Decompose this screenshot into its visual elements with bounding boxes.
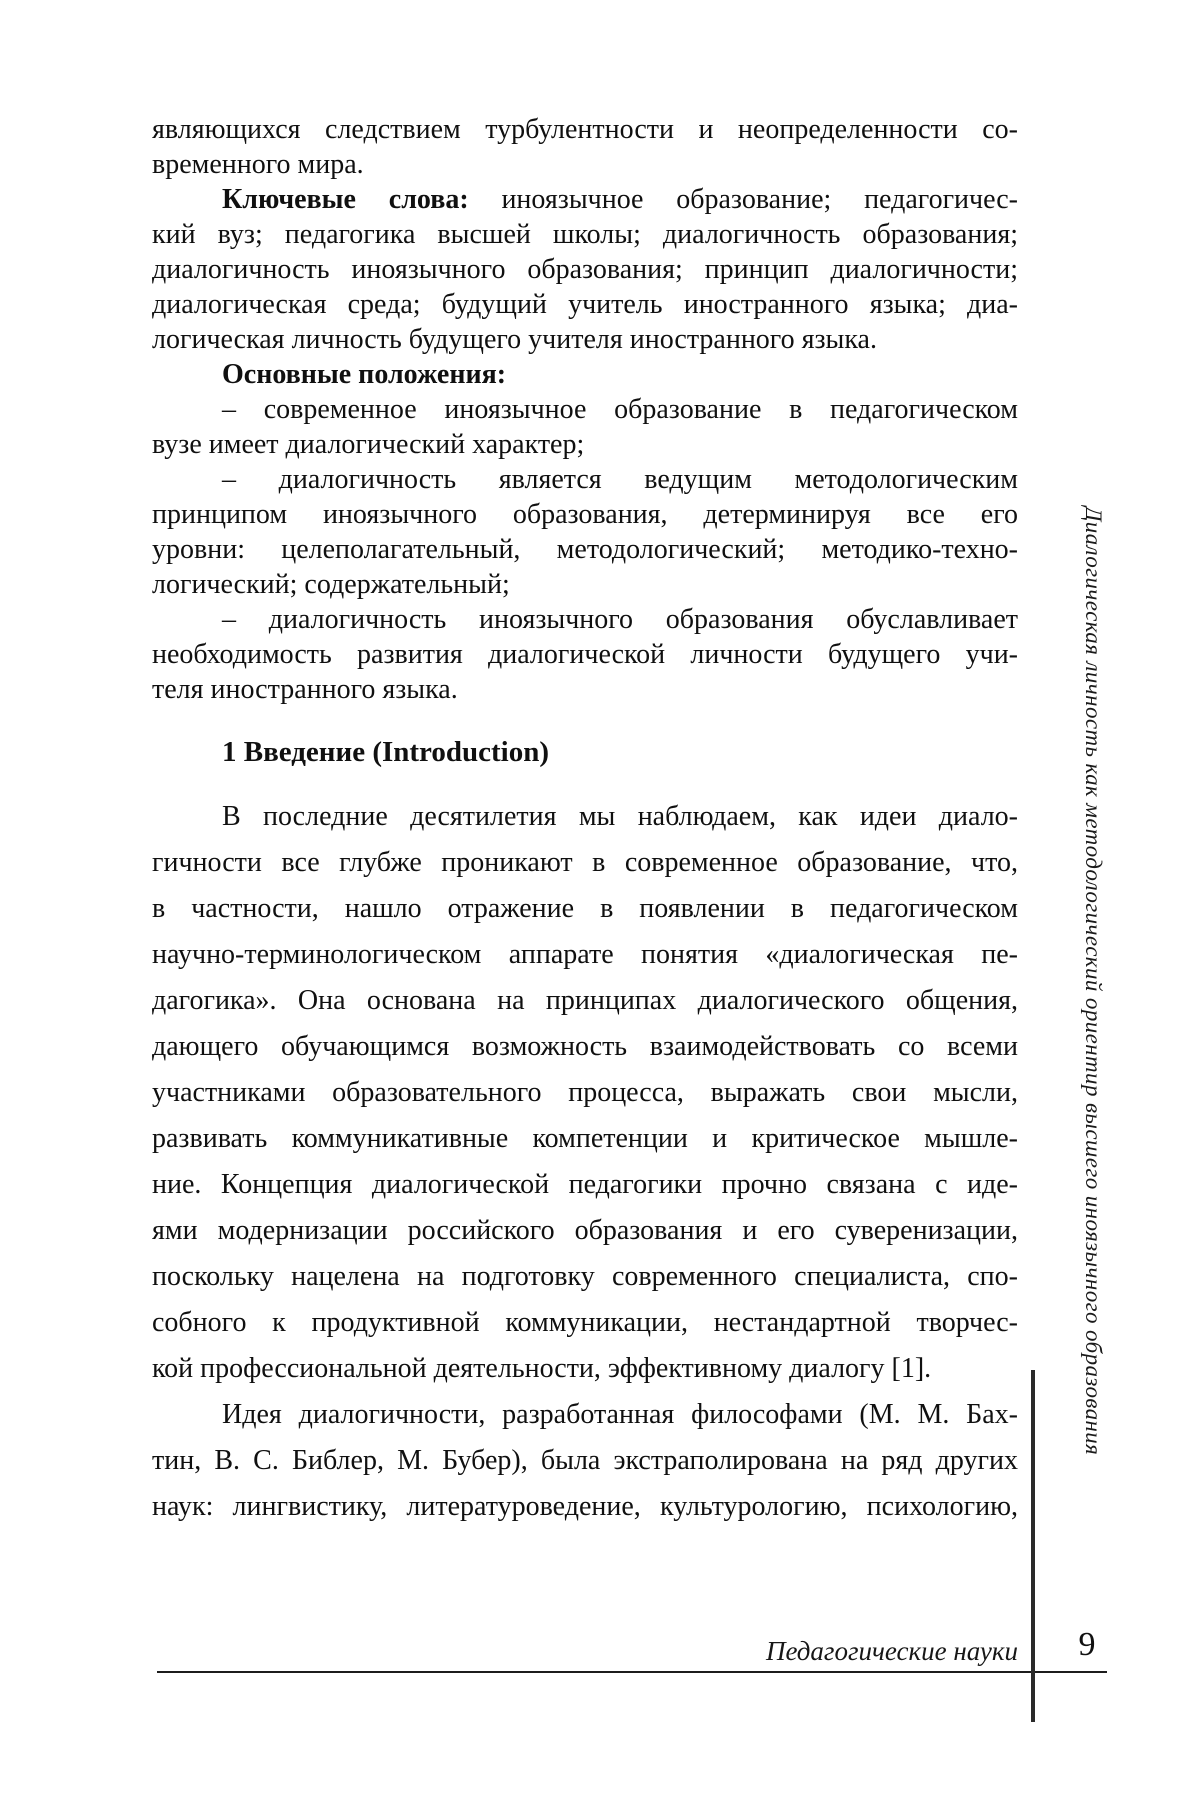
sidebar-running-title: Диалогическая личность как методологический ориентир высшего иноязычного образования xyxy=(1081,506,1106,1456)
intro-line: научно-терминологическом аппарате понятия «диалогическая пе- xyxy=(152,939,1018,970)
intro-line: поскольку нацелена на подготовку современного специалиста, спо- xyxy=(152,1261,1018,1292)
keywords-line: логическая личность будущего учителя иностранного языка. xyxy=(152,324,877,355)
key-point-line: логический; содержательный; xyxy=(152,569,510,600)
key-point-line: вузе имеет диалогический характер; xyxy=(152,429,585,460)
key-point-line: – диалогичность иноязычного образования обуславливает xyxy=(222,604,1018,635)
intro-line: наук: лингвистику, литературоведение, культурологию, психологию, xyxy=(152,1491,1018,1522)
intro-line: гичности все глубже проникают в современное образование, что, xyxy=(152,847,1018,878)
key-point-line: – диалогичность является ведущим методологическим xyxy=(222,464,1018,495)
intro-line: в частности, нашло отражение в появлении в педагогическом xyxy=(152,893,1018,924)
abstract-tail-line: являющихся следствием турбулентности и неопределенности со- xyxy=(152,114,1018,145)
intro-line: участниками образовательного процесса, выражать свои мысли, xyxy=(152,1077,1018,1108)
keywords-line: диалогическая среда; будущий учитель иностранного языка; диа- xyxy=(152,289,1018,320)
key-points-heading: Основные положения: xyxy=(222,359,507,390)
footer-section-label: Педагогические науки xyxy=(765,1636,1018,1666)
keywords-line: кий вуз; педагогика высшей школы; диалогичность образования; xyxy=(152,219,1018,250)
abstract-tail-line: временного мира. xyxy=(152,149,364,180)
body-text xyxy=(152,112,1018,1530)
key-point-line: необходимость развития диалогической личности будущего учи- xyxy=(152,639,1018,670)
intro-line: ями модернизации российского образования и его суверенизации, xyxy=(152,1215,1018,1246)
intro-line: В последние десятилетия мы наблюдаем, как идеи диало- xyxy=(222,801,1018,832)
key-point-line: принципом иноязычного образования, детерминируя все его xyxy=(152,499,1018,530)
intro-line: тин, В. С. Библер, М. Бубер), была экстраполирована на ряд других xyxy=(152,1445,1018,1476)
abstract-tail xyxy=(152,112,1018,182)
intro-line: дающего обучающимся возможность взаимодействовать со всеми xyxy=(152,1031,1018,1062)
keywords-first-line-rest: иноязычное образование; педагогичес- xyxy=(468,184,1019,215)
keywords-line xyxy=(152,182,1018,217)
key-point-line: теля иностранного языка. xyxy=(152,674,458,705)
key-point-line: уровни: целеполагательный, методологический; методико-техно- xyxy=(152,534,1018,565)
intro-line: развивать коммуникативные компетенции и критическое мышле- xyxy=(152,1123,1018,1154)
section-heading: 1 Введение (Introduction) xyxy=(222,736,550,768)
vertical-divider xyxy=(1031,1370,1035,1722)
page-number: 9 xyxy=(1078,1626,1096,1663)
key-point-line: – современное иноязычное образование в педагогическом xyxy=(222,394,1018,425)
intro-line: Идея диалогичности, разработанная философами (М. М. Бах- xyxy=(222,1399,1018,1430)
intro-paragraph-1 xyxy=(152,794,1018,1392)
keywords-paragraph xyxy=(152,182,1018,357)
intro-paragraph-2 xyxy=(152,1392,1018,1530)
intro-line: собного к продуктивной коммуникации, нестандартной творчес- xyxy=(152,1307,1018,1338)
intro-line: дагогика». Она основана на принципах диалогического общения, xyxy=(152,985,1018,1016)
keywords-line: диалогичность иноязычного образования; принцип диалогичности; xyxy=(152,254,1018,285)
key-points xyxy=(152,357,1018,707)
keywords-label: Ключевые слова: xyxy=(222,184,469,215)
footer-divider xyxy=(157,1671,1107,1673)
intro-line: ние. Концепция диалогической педагогики прочно связана с иде- xyxy=(152,1169,1018,1200)
intro-line: кой профессиональной деятельности, эффективному диалогу [1]. xyxy=(152,1353,932,1384)
